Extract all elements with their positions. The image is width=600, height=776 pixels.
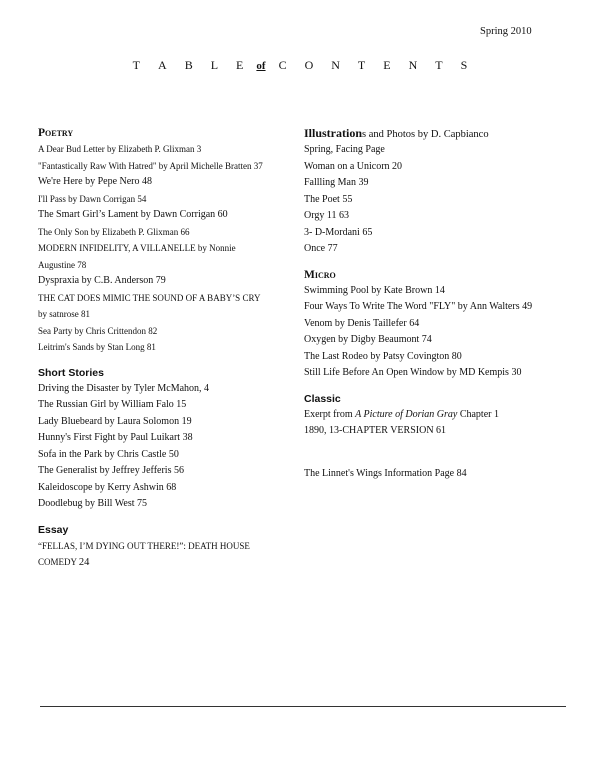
title-letter: O xyxy=(304,58,314,72)
list-item: Kaleidoscope by Kerry Ashwin 68 xyxy=(38,481,177,493)
bottom-divider xyxy=(40,706,566,707)
list-item: Lady Bluebeard by Laura Solomon 19 xyxy=(38,415,192,427)
title-letter: L xyxy=(210,58,219,72)
left-column xyxy=(38,126,300,572)
illustrations-heading-rest: s and Photos by D. Capbianco xyxy=(362,129,489,140)
title-letter: S xyxy=(460,58,468,72)
title-letter: T xyxy=(132,58,141,72)
list-item: Orgy 11 63 xyxy=(304,210,349,221)
list-item: Four Ways To Write The Word "FLY" by Ann Walters 49 xyxy=(304,301,533,312)
micro-list xyxy=(304,283,574,382)
essay-entry-title-end: COMEDY xyxy=(38,557,77,567)
list-item: Spring, Facing Page xyxy=(304,144,385,155)
info-page-entry: The Linnet's Wings Information Page 84 xyxy=(304,467,467,479)
list-item: Driving the Disaster by Tyler McMahon, 4 xyxy=(38,382,210,394)
title-letter: T xyxy=(435,58,443,72)
list-item: The Last Rodeo by Patsy Covington 80 xyxy=(304,350,462,362)
list-item: Hunny's First Fight by Paul Luikart 38 xyxy=(38,432,193,443)
essay-entry-line2 xyxy=(38,554,300,572)
list-item: Still Life Before An Open Window by MD Kempis 30 xyxy=(304,367,522,378)
title-letter: N xyxy=(331,58,340,72)
list-item: Swimming Pool by Kate Brown 14 xyxy=(304,284,445,296)
title-letter: T xyxy=(357,58,366,72)
list-item: The Russian Girl by William Falo 15 xyxy=(38,399,187,410)
list-item: Sofa in the Park by Chris Castle 50 xyxy=(38,448,179,460)
classic-entry-line2: 1890, 13-CHAPTER VERSION 61 xyxy=(304,425,447,436)
title-letter: N xyxy=(408,58,418,72)
section-heading-short-stories: Short Stories xyxy=(38,366,104,379)
essay-entry-page: 24 xyxy=(78,557,90,568)
classic-entry-book-title: A Picture of Dorian Gray xyxy=(355,408,458,420)
title-letter: E xyxy=(383,58,391,72)
list-item: Sea Party by Chris Crittendon 82 xyxy=(38,325,158,336)
list-item: A Dear Bud Letter by Elizabeth P. Glixman 3 xyxy=(38,144,202,154)
list-item: by satnrose 81 xyxy=(38,309,90,319)
page-title xyxy=(0,58,600,73)
list-item: Once 77 xyxy=(304,243,338,254)
essay-entry-line1: “FELLAS, I’M DYING OUT THERE!”: DEATH HOUSE xyxy=(38,540,250,551)
list-item: Doodlebug by Bill West 75 xyxy=(38,498,148,509)
illustrations-list xyxy=(304,142,574,258)
title-letter: C xyxy=(278,58,287,72)
title-letter: A xyxy=(158,58,167,72)
title-of: of xyxy=(256,60,266,72)
list-item: The Generalist by Jeffrey Jefferis 56 xyxy=(38,465,184,476)
list-item: We're Here by Pepe Nero 48 xyxy=(38,176,153,187)
title-contents-letters xyxy=(270,58,477,73)
section-heading-essay: Essay xyxy=(38,523,69,536)
short-stories-list xyxy=(38,381,300,513)
issue-season: Spring 2010 xyxy=(480,26,532,37)
poetry-list xyxy=(38,141,300,356)
section-heading-illustrations xyxy=(304,126,574,142)
section-heading-poetry: Poetry xyxy=(38,127,74,139)
list-item: Leitrim's Sands by Stan Long 81 xyxy=(38,342,156,352)
list-item: The Only Son by Elizabeth P. Glixman 66 xyxy=(38,226,190,237)
list-item: THE CAT DOES MIMIC THE SOUND OF A BABY’S CRY xyxy=(38,292,261,303)
title-table-letters xyxy=(124,58,253,73)
illustrations-heading-bold: Illustration xyxy=(304,126,363,140)
list-item: Fallling Man 39 xyxy=(304,177,369,188)
list-item: Woman on a Unicorn 20 xyxy=(304,160,403,172)
classic-entry-post: Chapter 1 xyxy=(457,408,499,420)
list-item: The Poet 55 xyxy=(304,193,353,205)
list-item: Augustine 78 xyxy=(38,259,87,270)
list-item: "Fantastically Raw With Hatred" by April Michelle Bratten 37 xyxy=(38,160,263,171)
list-item: MODERN INFIDELITY, A VILLANELLE by Nonnie xyxy=(38,243,236,253)
list-item: The Smart Girl’s Lament by Dawn Corrigan 60 xyxy=(38,209,228,220)
list-item: 3- D-Mordani 65 xyxy=(304,226,373,238)
list-item: Dyspraxia by C.B. Anderson 79 xyxy=(38,275,166,286)
right-column xyxy=(304,126,574,482)
section-heading-micro: Micro xyxy=(304,268,336,281)
classic-entry-line1 xyxy=(304,407,574,424)
list-item: I'll Pass by Dawn Corrigan 54 xyxy=(38,193,147,204)
section-heading-classic: Classic xyxy=(304,392,341,405)
list-item: Venom by Denis Taillefer 64 xyxy=(304,317,420,329)
list-item: Oxygen by Digby Beaumont 74 xyxy=(304,334,432,345)
title-letter: B xyxy=(184,58,193,72)
classic-entry-pre: Exerpt from xyxy=(304,408,356,420)
title-letter: E xyxy=(236,58,244,72)
